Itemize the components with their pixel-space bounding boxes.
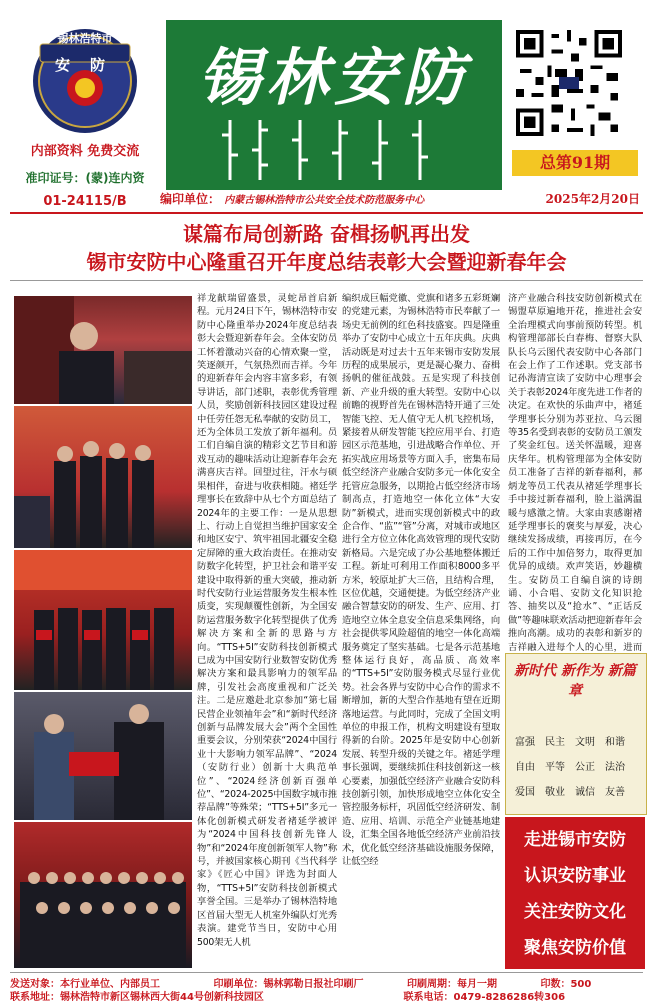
promo-line: 关注安防文化 [524, 902, 626, 922]
editor-row [160, 190, 640, 210]
photo-group [14, 822, 192, 968]
value-item: 平等 [545, 762, 565, 773]
value-item: 公正 [575, 762, 595, 773]
core-values-grid [510, 730, 640, 799]
headline-main: 谋篇布局创新路 奋楫扬帆再出发 [183, 222, 470, 246]
value-item: 自由 [515, 762, 535, 773]
article-column-3: 济产业融合科技安防创新模式在锡盟草原遍地开花，推进社会安全治理模式向事前预防转型。机构管理部部长白春梅、督察大队队长乌云图代表安防中心各部门在会上作了工作述职。党支部书记孙海清宣读了安防中心理事会关于表彰2024年度先进工作者的决定。在欢快的乐曲声中，褚延学理事长分别为苏亚拉、乌云图等35名受到表彰的安防员工颁发了奖金红包。送关怀温暖，迎喜庆华年。机构管理部为全体安防员工准备了吉祥的新春福利，郝炳龙等员工代表从褚延学理事长手中接过新春福利，脸上溢满温暖与感激之情。大家由衷感谢褚延学理事长的褒奖与厚爱，决心继续发扬成绩，再接再厉，在今后的工作中加倍努力，取得更加优异的成绩。欢声笑语，妙趣横生。安防员工自编自演的诗朗诵、小合唱、安防文化知识抢答、抽奖以及“抢水”、“正话反做”等趣味联欢活动把迎新春年会推向高潮。成功的表彰和新岁的吉祥融入进每个人的心里，进而 [508, 293, 642, 653]
promo-panel [505, 817, 645, 969]
value-item: 诚信 [575, 787, 595, 798]
article-column-1: 祥龙献瑞留盛景，灵蛇昂首启新程。元月24日下午，锡林浩特市安防中心隆重举办2024年度总结表彰大会暨迎新春年会。全体安防员工怀着激动兴奋的心情欢聚一堂，笑逐颜开，气氛热烈而吉祥。今年的迎新春年会内容丰富多彩，有领导讲话，部门述职，表彰优秀管理人员，奖励创新科技园区建设过程中任劳任怨无私奉献的安防员工，还为全体员工发放了新年福利。员工们自编自演的精彩文艺节目和游戏互动的趣味活动让迎新春年会充满喜庆吉祥。回望过往，汗水与硕果相伴，奋进与收获相随。褚廷学理事长在致辞中从七个方面总结了2024年的主要工作：一是从思想上、行动上自觉担当维护国家安全和地区安宁、筑牢祖国北疆安全稳定屏障的重大政治责任。在推动安防数字化转型，护卫社会和谐平安建设中取得新的重大突破，推动新时代安防行业运营服务发生根本性质变，实现颠覆性创新，为全国安防运营服务数字化转型提供了优秀解决方案和全新的思路与方向。“TTS+5I”安防科技创新模式已成为中国安防行业数智安防优秀解决方案和最具影响力的领军品牌，引发社会高度重视和广泛关注。二是应邀赴北京参加“第七届民营企业领袖年会”和“新时代经济创新与品牌发展大会”两个全国性重要会议，分别荣获“2024中国行业十大影响力领军品牌”、“2024（安防行业）创新十大典范单位”、“2024经济创新百强单位”、“2024-2025中国数字城市推荐品牌”等殊荣；“TTS+5I”多元一体化创新模式研发者褚延学被评为“2024中国科技创新先锋人物”和“2024年度创新领军人物”称号，并被国家核心期刊《当代科学家》《匠心中国》评选为封面人物，“TTS+5I”安防科技创新模式享誉全国。三是举办了锡林浩特地区首届大型无人机室外编队灯光秀表演。建党节当日，安防中心用500架无人机 [197, 293, 337, 948]
publish-date: 2025年2月20日 [545, 192, 640, 206]
slogan-banner: 新时代 新作为 新篇章 [514, 663, 636, 699]
permit-label: 准印证号：(蒙)连内资 [25, 171, 145, 185]
permit-number: 01-24115/B [43, 194, 127, 209]
footer-divider [10, 972, 643, 973]
promo-line: 聚焦安防价值 [524, 938, 626, 958]
value-item: 民主 [545, 737, 565, 748]
qr-code [512, 26, 626, 140]
value-item: 富强 [515, 737, 535, 748]
headline-sub: 锡市安防中心隆重召开年度总结表彰大会暨迎新春年会 [86, 250, 567, 274]
promo-line: 走进锡市安防 [524, 830, 626, 850]
photo-award-ceremony [14, 406, 192, 548]
article-column-2: 编织成巨幅党徽、党旗和诸多五彩斑斓的党建元素，为锡林浩特市民奉献了一场史无前例的红色科技盛宴。四是隆重举办了安防中心成立十五年庆典。庆典活动既是对过去十五年来锡市安防发展历程的成果展示，更是凝心聚力、奋楫扬帆的催征战鼓。五是实现了科技创新、产业升级的重大转型。安防中心以前瞻的视野首先在锡林浩特开通了三处智能飞控、无人值守无人机飞控机场，紧接着从研发智能飞控应用平台、打造园区示范基地，引进战略合作单位、开拓实战应用场景等方面入手，密集布局低空经济产业融合安防多元一体化安全托管应急服务，以期抢占低空经济市场制高点，打造地空一体化立体“大安防”新模式，进而实现创新模式中的政企合作、“监”“管”分离，对城市或地区进行全方位立体化高效管理的现代安防新格局。六是完成了办公基地整体搬迁工程。新址可利用工作面积8000多平方米，较原址扩大三倍，且结构合理，区位优越，交通便捷。为低空经济产业融合智慧安防的研发、生产、应用、打造地空立体全息安全信息采集网络，向社会提供零风险超值的地空一体化高端服务奠定了坚实基础。七是各示范基地整体运行良好，高品质、高效率的“TTS+5I”安防服务模式尽显行业优势。社会各界与安防中心合作的需求不断增加，新的大型合作基地有望在近期落地运营。与此同时，完成了全国文明单位的申报工作，机构文明建设有望取得新的台阶。2025年是安防中心创新发展、转型升级的关键之年。褚延学理事长强调，要继续抓住科技创新这一核心要素，加强低空经济产业融合安防科技创新引领，加快形成地空立体化安全管控服务标杆，巩固低空经济研发、制造、应用、培训、示范全产业链基地建设，汇集全国各地低空经济产业前沿技术，优化低空经济基础设施服务保障，让低空经 [342, 293, 500, 868]
logo-text-top: 锡林浩特市 [57, 32, 113, 45]
promo-line: 认识安防事业 [524, 866, 626, 886]
photo-speaker [14, 296, 192, 404]
issue-number: 总第91期 [512, 150, 638, 176]
footer-count: 印数：500 [540, 979, 592, 990]
publication-info [10, 140, 160, 209]
footer-period: 印刷周期：每月一期 [406, 979, 497, 990]
editor-label: 编印单位： [160, 192, 221, 206]
photo-benefits-handout [14, 692, 192, 820]
value-item: 文明 [575, 737, 595, 748]
value-item: 法治 [605, 762, 625, 773]
footer-recipients: 发送对象：本行业单位、内部员工 [10, 979, 160, 990]
headline-divider [10, 280, 643, 281]
value-item: 和谐 [605, 737, 625, 748]
footer-phone: 联系电话：0479-8286286转306 [403, 992, 566, 1003]
internal-note: 内部资料 免费交流 [30, 144, 140, 159]
footer-address: 联系地址：锡林浩特市新区锡林西大街44号创新科技园区 [10, 992, 264, 1003]
value-item: 友善 [605, 787, 625, 798]
mongolian-script-decoration [200, 115, 470, 185]
value-item: 敬业 [545, 787, 565, 798]
top-divider [10, 212, 643, 214]
photo-honorees-row [14, 550, 192, 690]
masthead-title: 锡林安防 [197, 41, 470, 114]
footer-row-2 [10, 988, 643, 1003]
footer-printer: 印刷单位：锡林郭勒日报社印刷厂 [213, 979, 364, 990]
logo-text-mid: 安防 [54, 56, 125, 74]
editor-unit: 内蒙古锡林浩特市公共安全技术防范服务中心 [224, 195, 425, 206]
value-item: 爱国 [515, 787, 535, 798]
